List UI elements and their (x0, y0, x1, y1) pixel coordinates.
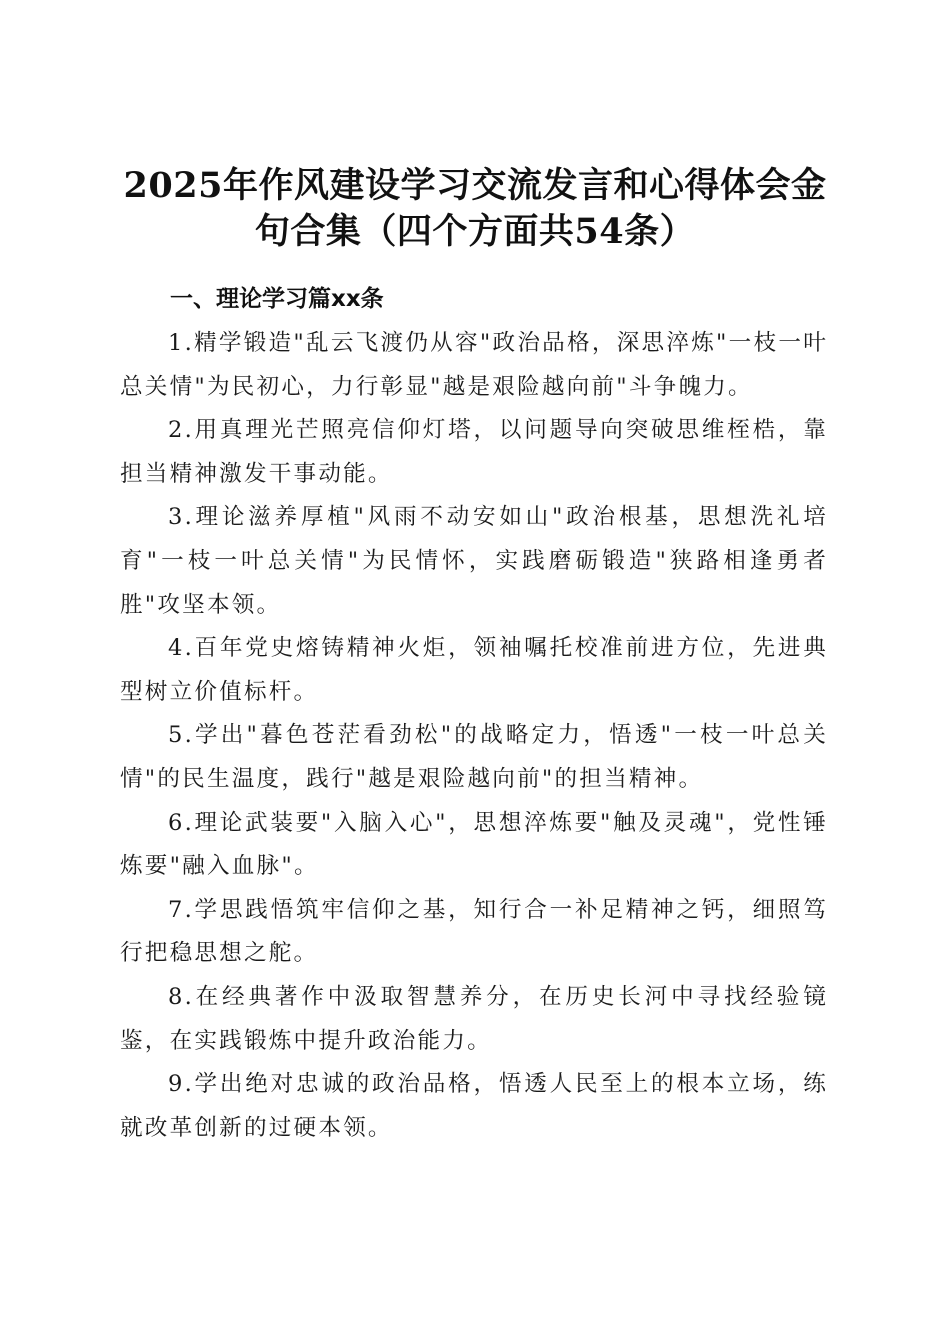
list-item: 1.精学锻造"乱云飞渡仍从容"政治品格，深思淬炼"一枝一叶总关情"为民初心，力行彰显"越是艰险越向前"斗争魄力。 (120, 330, 828, 400)
title-line-2: 句合集（四个方面共54条） (254, 211, 696, 253)
list-item: 8.在经典著作中汲取智慧养分，在历史长河中寻找经验镜鉴，在实践锻炼中提升政治能力。 (120, 983, 828, 1054)
list-item: 3.理论滋养厚植"风雨不动安如山"政治根基，思想洗礼培育"一枝一叶总关情"为民情怀，实践磨砺锻造"狭路相逢勇者胜"攻坚本领。 (120, 504, 828, 618)
list-item: 4.百年党史熔铸精神火炬，领袖嘱托校准前进方位，先进典型树立价值标杆。 (120, 635, 828, 705)
list-item: 6.理论武装要"入脑入心"，思想淬炼要"触及灵魂"，党性锤炼要"融入血脉"。 (120, 809, 828, 880)
document-title (120, 163, 830, 255)
item-list (120, 322, 828, 1150)
list-item: 9.学出绝对忠诚的政治品格，悟透人民至上的根本立场，练就改革创新的过硬本领。 (120, 1071, 828, 1141)
list-item: 2.用真理光芒照亮信仰灯塔，以问题导向突破思维桎梏，靠担当精神激发干事动能。 (120, 417, 828, 487)
title-line-1: 2025年作风建设学习交流发言和心得体会金 (123, 165, 827, 207)
list-item: 5.学出"暮色苍茫看劲松"的战略定力，悟透"一枝一叶总关情"的民生温度，践行"越是艰险越向前"的担当精神。 (120, 722, 828, 792)
section-heading: 一、理论学习篇xx条 (170, 286, 384, 312)
list-item: 7.学思践悟筑牢信仰之基，知行合一补足精神之钙，细照笃行把稳思想之舵。 (120, 896, 828, 967)
